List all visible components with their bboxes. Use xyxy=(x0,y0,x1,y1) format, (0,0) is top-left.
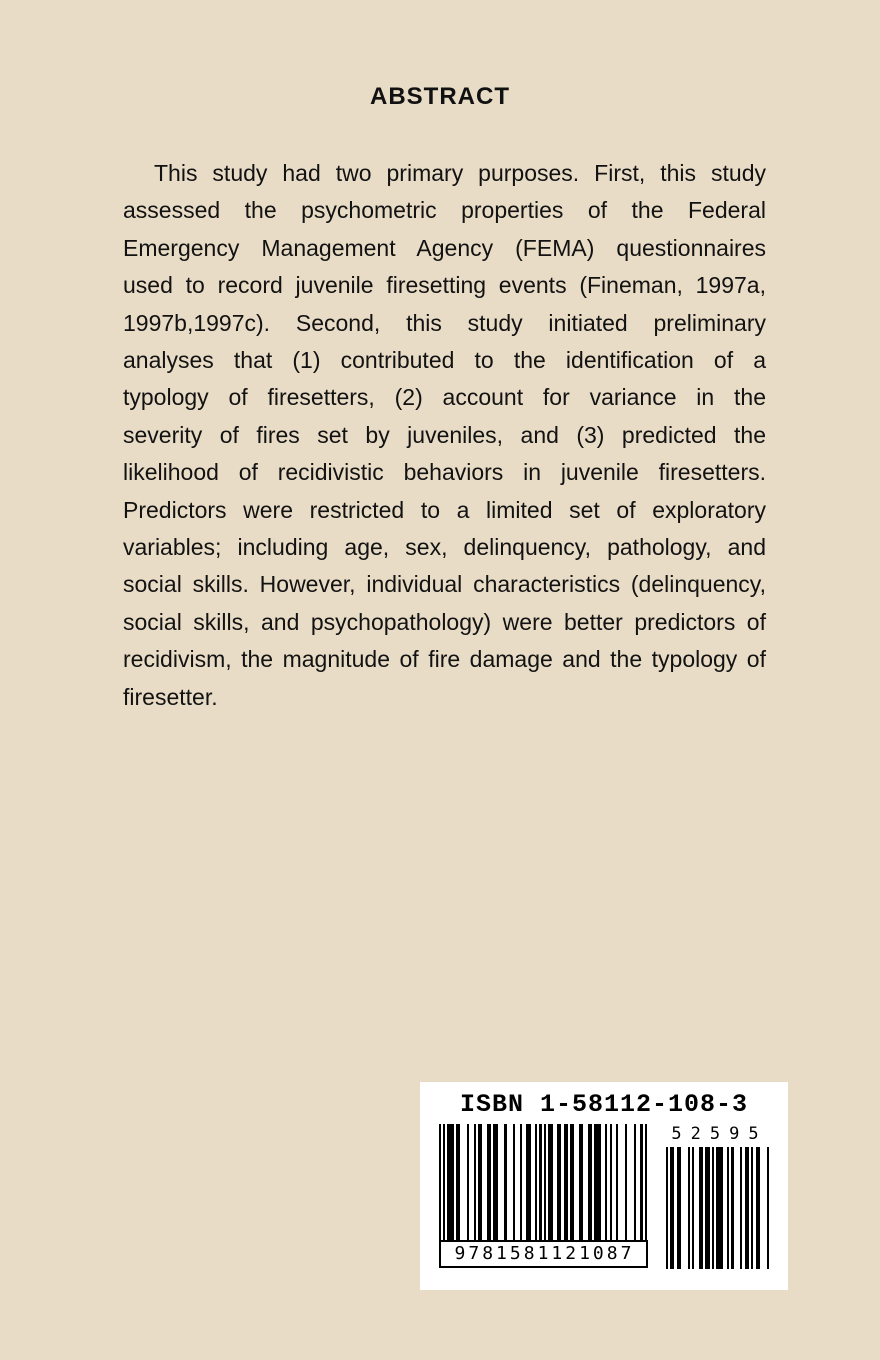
barcode-gap xyxy=(681,1147,688,1269)
barcode-bar xyxy=(767,1147,769,1269)
isbn-barcode-panel xyxy=(420,1082,788,1290)
barcode-bar xyxy=(716,1147,723,1269)
barcode-gap xyxy=(498,1124,505,1240)
barcode-row xyxy=(420,1124,788,1269)
supplement-barcode xyxy=(664,1124,770,1269)
ean13-digits: 9781581121087 xyxy=(439,1240,648,1268)
barcode-bar xyxy=(447,1124,454,1240)
supplement-digits: 52595 xyxy=(671,1124,768,1144)
barcode-gap xyxy=(734,1147,741,1269)
barcode-gap xyxy=(618,1124,625,1240)
supplement-bars xyxy=(664,1147,770,1269)
barcode-gap xyxy=(627,1124,634,1240)
barcode-gap xyxy=(460,1124,467,1240)
ean13-barcode xyxy=(439,1124,648,1268)
barcode-bar xyxy=(594,1124,601,1240)
ean13-bars xyxy=(439,1124,648,1240)
barcode-bar xyxy=(645,1124,647,1240)
barcode-gap xyxy=(507,1124,514,1240)
barcode-gap xyxy=(760,1147,767,1269)
isbn-number-label: ISBN 1-58112-108-3 xyxy=(459,1090,749,1119)
abstract-paragraph: This study had two primary purposes. First, this study assessed the psychometric properties of the Federal Emergency Management Agency (FEMA) questionnaires used to record juvenile firesetting events (Fineman, 1997a, 1997b,1997c). Second, this study initiated preliminary analyses that (1) contributed to the identification of a typology of firesetters, (2) account for variance in the severity of fires set by juveniles, and (3) predicted the likelihood of recidivistic behaviors in juvenile firesetters. Predictors were restricted to a limited set of exploratory variables; including age, sex, delinquency, pathology, and social skills. However, individual characteristics (delinquency, social skills, and psychopathology) were better predictors of recidivism, the magnitude of fire damage and the typology of firesetter. xyxy=(123,160,766,710)
abstract-heading: ABSTRACT xyxy=(370,83,510,110)
